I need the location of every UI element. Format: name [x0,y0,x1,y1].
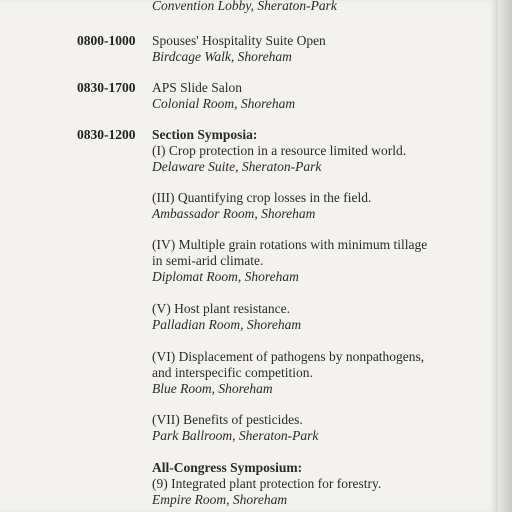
entry-location: Birdcage Walk, Shoreham [152,49,292,64]
entry-time: 0830-1700 [77,80,136,95]
symposium-title: (9) Integrated plant protection for forestry. [152,476,382,491]
symposium-title: (V) Host plant resistance. [152,301,290,316]
symposium-location: Park Ballroom, Sheraton-Park [152,428,319,443]
symposium-location: Delaware Suite, Sheraton-Park [152,159,322,174]
symposium-title: (VII) Benefits of pesticides. [152,412,303,427]
symposium-item [152,237,492,285]
symposium-item [152,301,492,333]
all-congress-item [152,460,492,508]
entry-title: Spouses' Hospitality Suite Open [152,33,326,48]
symposium-location: Blue Room, Shoreham [152,381,273,396]
symposium-item [152,349,492,397]
entry-time: 0800-1000 [77,33,136,48]
symposium-title: (VI) Displacement of pathogens by nonpathogens, [152,349,425,364]
section-heading: All-Congress Symposium: [152,460,303,475]
symposium-item [152,143,492,175]
symposium-item [152,190,492,222]
symposium-location: Empire Room, Shoreham [152,492,288,507]
symposium-location: Palladian Room, Shoreham [152,317,302,332]
symposium-item [152,412,492,444]
entry-location: Colonial Room, Shoreham [152,96,296,111]
location-text: Convention Lobby, Sheraton-Park [152,0,337,13]
symposium-title-continued: in semi-arid climate. [152,253,264,268]
page-edge [498,0,512,512]
symposium-title-continued: and interspecific competition. [152,365,313,380]
symposium-location: Ambassador Room, Shoreham [152,206,316,221]
symposium-title: (III) Quantifying crop losses in the field. [152,190,372,205]
entry-title: APS Slide Salon [152,80,243,95]
entry-time: 0830-1200 [77,127,136,142]
symposium-title: (I) Crop protection in a resource limited world. [152,143,407,158]
symposium-location: Diplomat Room, Shoreham [152,269,299,284]
symposium-title: (IV) Multiple grain rotations with minimum tillage [152,237,428,252]
section-heading: Section Symposia: [152,127,258,142]
